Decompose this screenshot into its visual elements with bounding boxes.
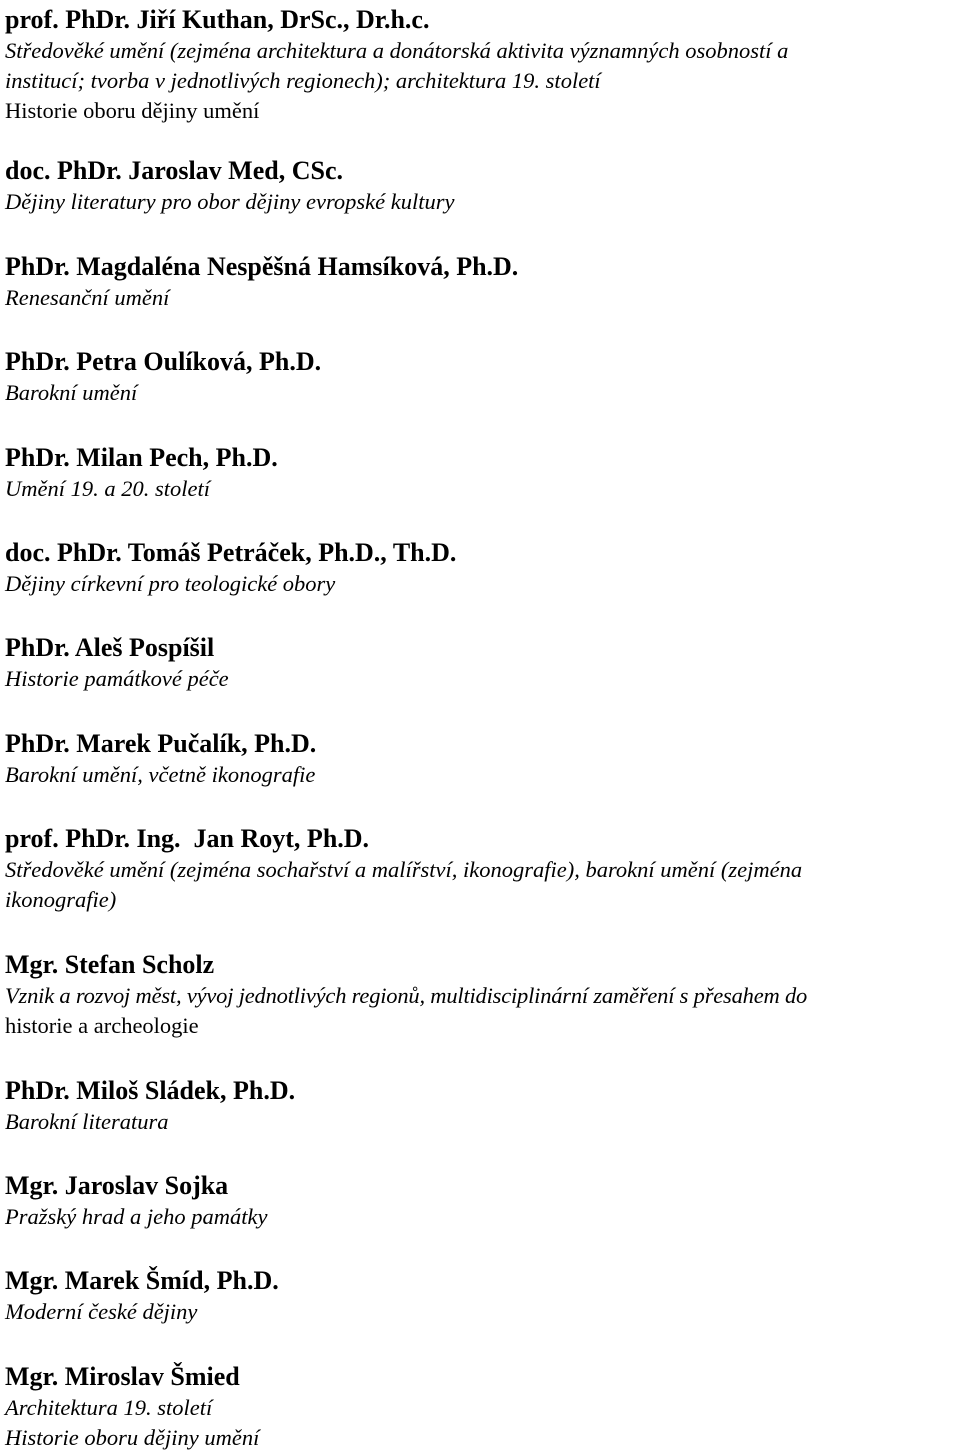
specialization-line: Historie oboru dějiny umění xyxy=(5,1425,260,1450)
faculty-name: PhDr. Marek Pučalík, Ph.D. xyxy=(5,729,317,758)
faculty-entry xyxy=(5,5,788,126)
faculty-name: Mgr. Jaroslav Sojka xyxy=(5,1171,229,1200)
faculty-name: PhDr. Petra Oulíková, Ph.D. xyxy=(5,347,322,376)
specialization-line: Středověké umění (zejména sochařství a malířství, ikonografie), barokní umění (zejména xyxy=(5,857,803,882)
specialization-line xyxy=(5,66,788,96)
faculty-entry xyxy=(5,156,454,217)
specialization-line: Moderní české dějiny xyxy=(5,1299,198,1324)
specialization-line: Dějiny literatury pro obor dějiny evropské kultury xyxy=(5,189,455,214)
faculty-entry xyxy=(5,538,456,599)
faculty-entry xyxy=(5,1362,259,1453)
specialization-line: historie a archeologie xyxy=(5,1013,199,1038)
faculty-name: PhDr. Magdaléna Nespěšná Hamsíková, Ph.D. xyxy=(5,252,519,281)
specialization-line xyxy=(5,1107,295,1137)
faculty-name: Mgr. Marek Šmíd, Ph.D. xyxy=(5,1266,279,1295)
specialization-text: institucí; tvorba v jednotlivých regionech); architektura 19. století xyxy=(5,68,601,93)
specialization-line: Historie památkové péče xyxy=(5,666,229,691)
faculty-entry xyxy=(5,347,321,408)
specialization-line: Barokní umění, včetně ikonografie xyxy=(5,762,316,787)
faculty-name: PhDr. Milan Pech, Ph.D. xyxy=(5,443,278,472)
faculty-name: doc. PhDr. Jaroslav Med, CSc. xyxy=(5,156,343,185)
specialization-text: Barokní literatura xyxy=(5,1109,169,1134)
faculty-entry xyxy=(5,1171,267,1232)
faculty-entry xyxy=(5,950,807,1041)
faculty-entry xyxy=(5,633,229,694)
faculty-name: prof. PhDr. Jiří Kuthan, DrSc., Dr.h.c. xyxy=(5,5,430,34)
faculty-name: Mgr. Miroslav Šmied xyxy=(5,1362,240,1391)
specialization-line: Dějiny církevní pro teologické obory xyxy=(5,571,336,596)
faculty-entry xyxy=(5,1076,295,1137)
specialization-line: Středověké umění (zejména architektura a donátorská aktivita významných osobností a xyxy=(5,38,789,63)
faculty-entry xyxy=(5,443,278,504)
specialization-line: Pražský hrad a jeho památky xyxy=(5,1204,268,1229)
specialization-line: ikonografie) xyxy=(5,887,117,912)
faculty-name: doc. PhDr. Tomáš Petráček, Ph.D., Th.D. xyxy=(5,538,457,567)
faculty-entry xyxy=(5,252,518,313)
faculty-name: PhDr. Miloš Sládek, Ph.D. xyxy=(5,1076,296,1105)
faculty-name: Mgr. Stefan Scholz xyxy=(5,950,215,979)
faculty-entry xyxy=(5,1266,279,1327)
specialization-line: Historie oboru dějiny umění xyxy=(5,98,260,123)
faculty-name: PhDr. Aleš Pospíšil xyxy=(5,633,215,662)
specialization-line: Barokní umění xyxy=(5,380,138,405)
specialization-line: Vznik a rozvoj měst, vývoj jednotlivých regionů, multidisciplinární zaměření s přesahem do xyxy=(5,983,808,1008)
faculty-entry xyxy=(5,729,316,790)
faculty-entry xyxy=(5,824,802,915)
faculty-name: prof. PhDr. Ing. Jan Royt, Ph.D. xyxy=(5,824,370,853)
specialization-line: Renesanční umění xyxy=(5,285,170,310)
specialization-line: Architektura 19. století xyxy=(5,1395,213,1420)
specialization-line: Umění 19. a 20. století xyxy=(5,476,210,501)
